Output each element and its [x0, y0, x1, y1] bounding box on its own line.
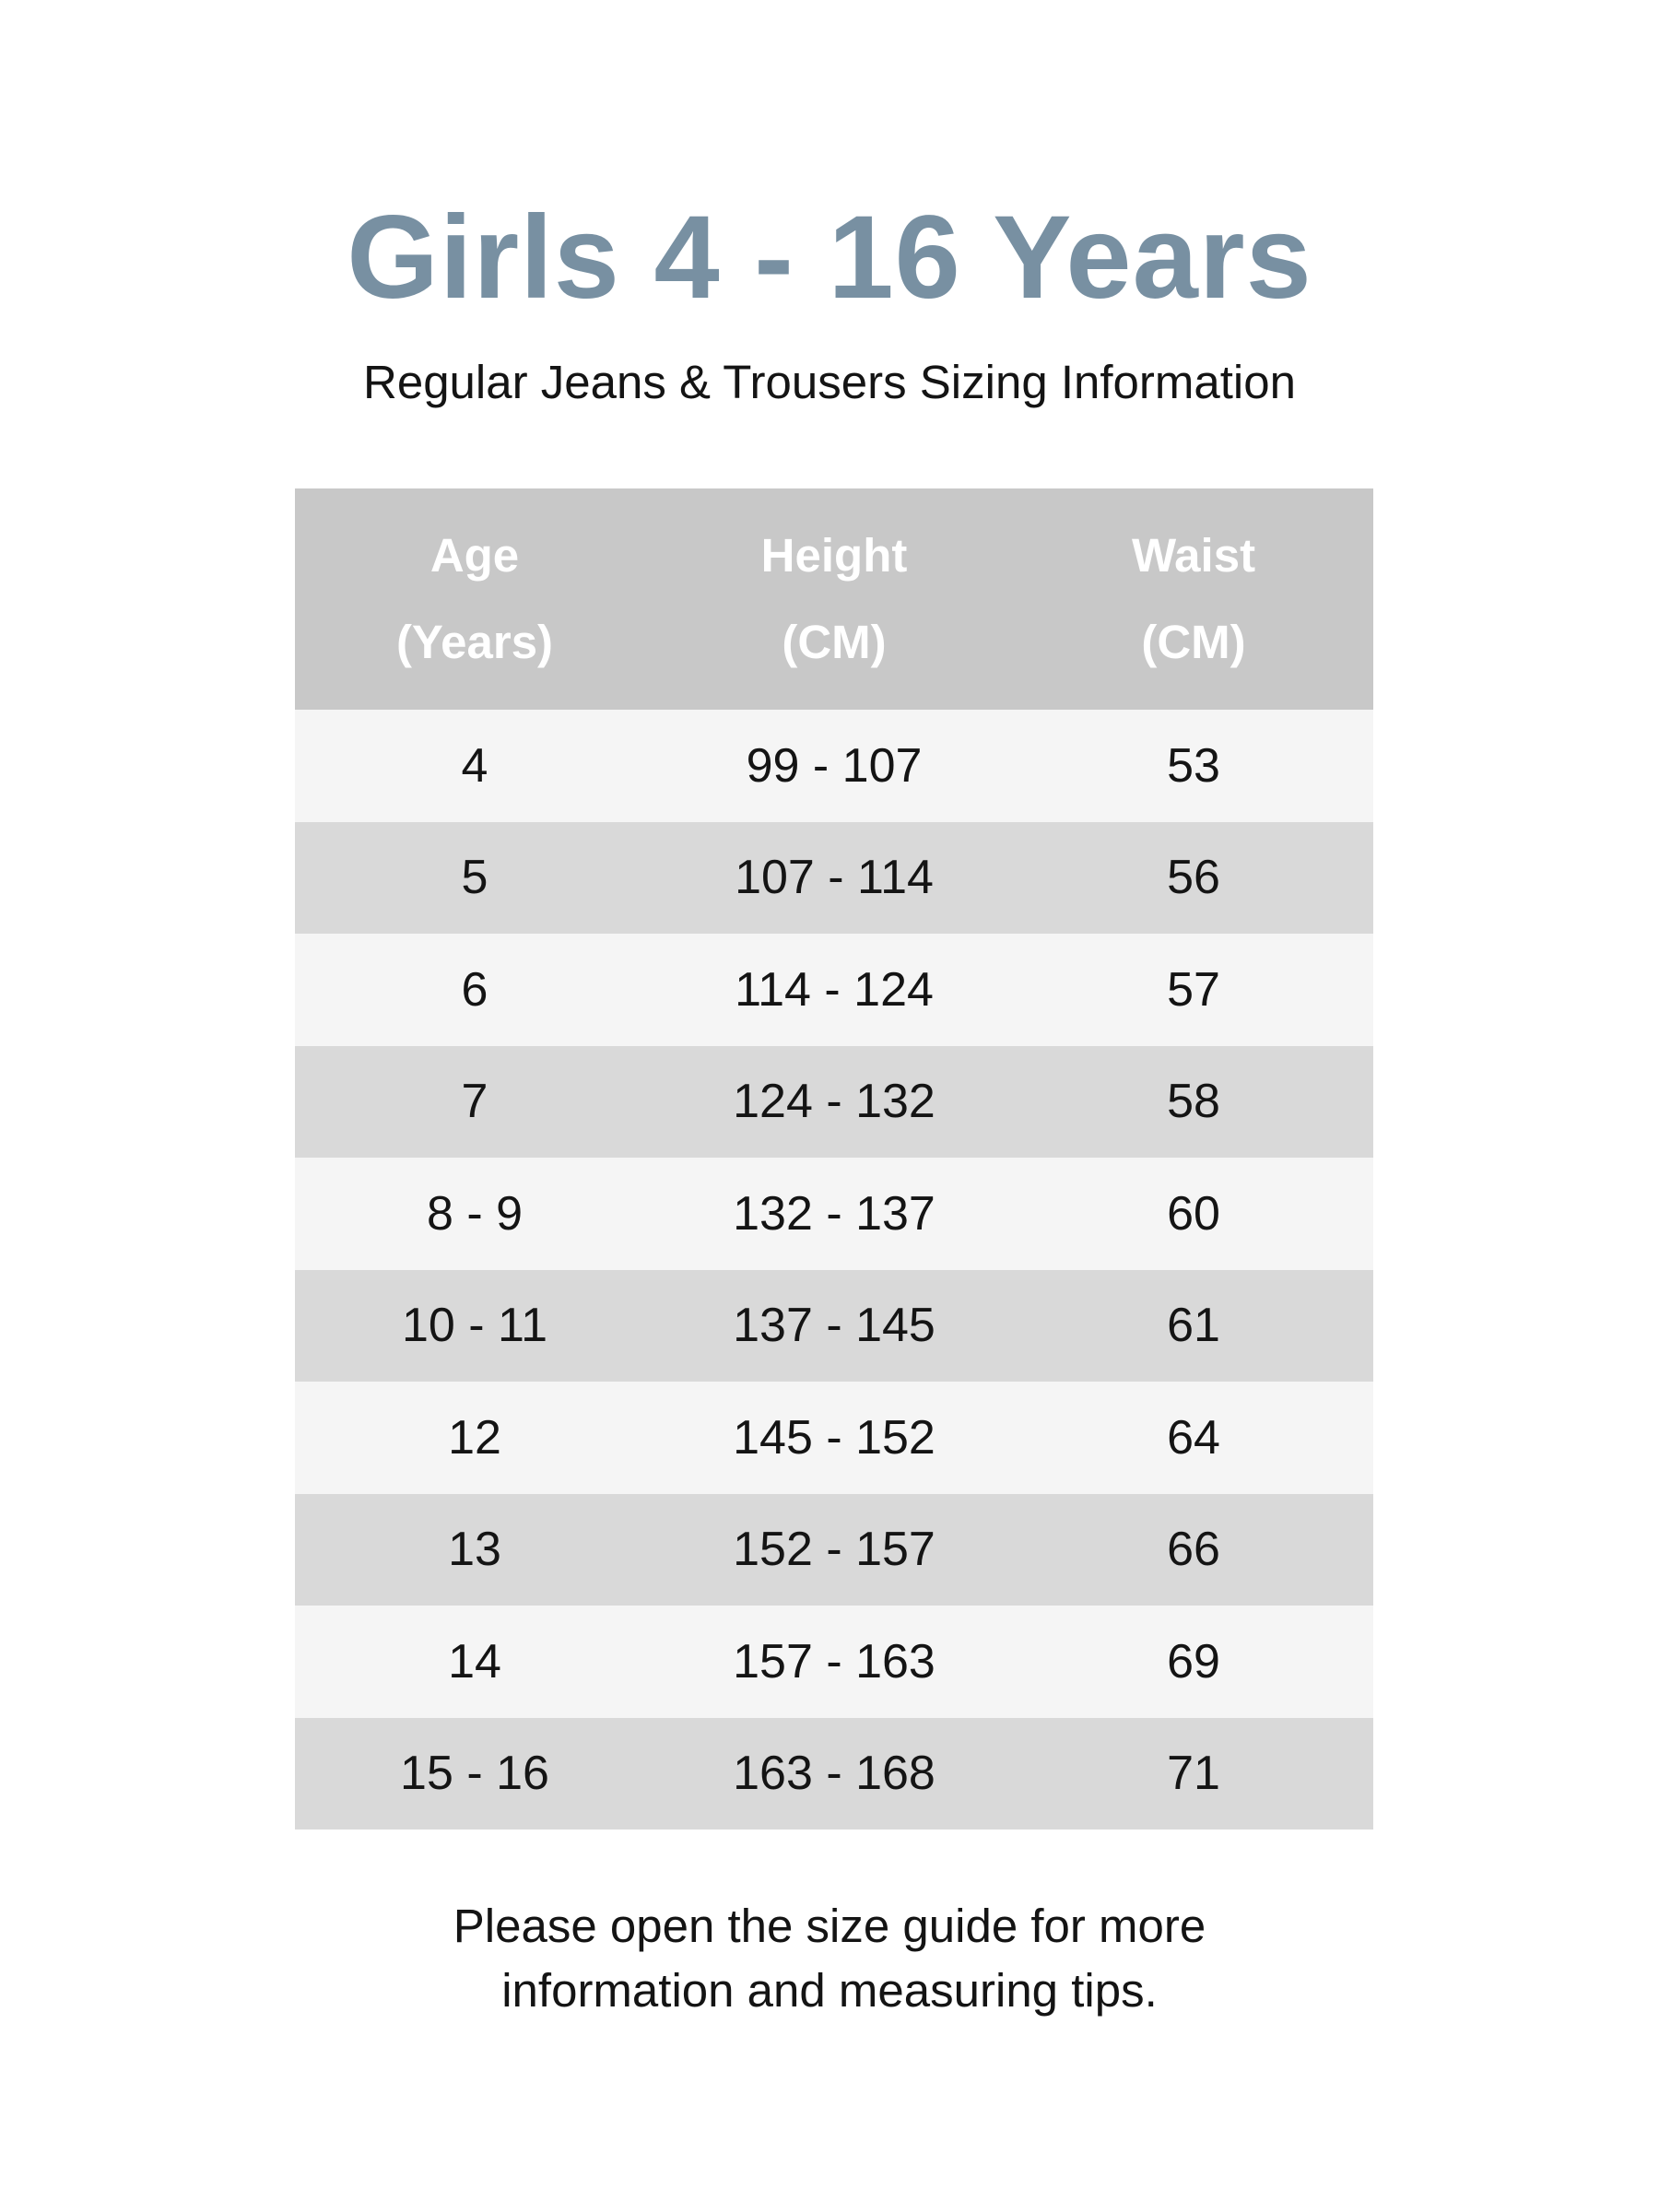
- table-header-row: [295, 488, 1373, 710]
- cell-age: 6: [461, 962, 488, 1017]
- cell-height: 99 - 107: [746, 738, 923, 793]
- cell-age: 12: [448, 1410, 501, 1465]
- footer-line-2: information and measuring tips.: [501, 1964, 1158, 2017]
- cell-waist: 66: [1167, 1523, 1220, 1577]
- size-table: [295, 488, 1373, 1830]
- header-age: [295, 488, 654, 710]
- cell-waist: 64: [1167, 1410, 1220, 1465]
- cell-waist: 60: [1167, 1186, 1220, 1241]
- header-age-label: Age: [429, 529, 520, 582]
- header-height-unit: (CM): [782, 616, 887, 668]
- cell-height: 152 - 157: [733, 1523, 935, 1577]
- table-row: [295, 822, 1373, 935]
- header-waist: [1014, 488, 1373, 710]
- page-title: Girls 4 - 16 Years: [347, 192, 1312, 324]
- cell-age: 13: [448, 1523, 501, 1577]
- cell-age: 14: [448, 1634, 501, 1688]
- header-age-unit: (Years): [395, 616, 554, 668]
- cell-waist: 58: [1167, 1075, 1220, 1129]
- cell-waist: 53: [1167, 738, 1220, 793]
- cell-waist: 56: [1167, 851, 1220, 905]
- cell-waist: 57: [1167, 962, 1220, 1017]
- cell-age: 4: [461, 738, 488, 793]
- cell-height: 132 - 137: [733, 1186, 935, 1241]
- table-row: [295, 1158, 1373, 1270]
- header-waist-label: Waist: [1131, 529, 1256, 582]
- cell-age: 8 - 9: [426, 1186, 524, 1241]
- table-row: [295, 1718, 1373, 1830]
- cell-height: 114 - 124: [735, 962, 934, 1017]
- header-waist-unit: (CM): [1141, 616, 1246, 668]
- footer-note: [0, 1894, 1659, 2023]
- cell-height: 145 - 152: [733, 1410, 935, 1465]
- table-row: [295, 1606, 1373, 1718]
- header-height: [654, 488, 1014, 710]
- table-row: [295, 710, 1373, 822]
- cell-age: 15 - 16: [400, 1747, 549, 1801]
- table-row: [295, 1270, 1373, 1382]
- cell-height: 137 - 145: [733, 1299, 935, 1353]
- footer-line-1: Please open the size guide for more: [453, 1900, 1206, 1952]
- cell-height: 163 - 168: [733, 1747, 935, 1801]
- table-row: [295, 934, 1373, 1046]
- cell-height: 107 - 114: [735, 851, 934, 905]
- table-row: [295, 1046, 1373, 1159]
- cell-age: 7: [461, 1075, 488, 1129]
- table-row: [295, 1382, 1373, 1494]
- page-subtitle: Regular Jeans & Trousers Sizing Information: [363, 356, 1296, 408]
- header-height-label: Height: [760, 529, 908, 582]
- cell-age: 10 - 11: [401, 1299, 548, 1353]
- table-row: [295, 1494, 1373, 1606]
- cell-height: 157 - 163: [733, 1634, 935, 1688]
- cell-height: 124 - 132: [733, 1075, 935, 1129]
- cell-age: 5: [461, 851, 488, 905]
- cell-waist: 71: [1167, 1747, 1220, 1801]
- cell-waist: 61: [1167, 1299, 1220, 1353]
- cell-waist: 69: [1167, 1634, 1220, 1688]
